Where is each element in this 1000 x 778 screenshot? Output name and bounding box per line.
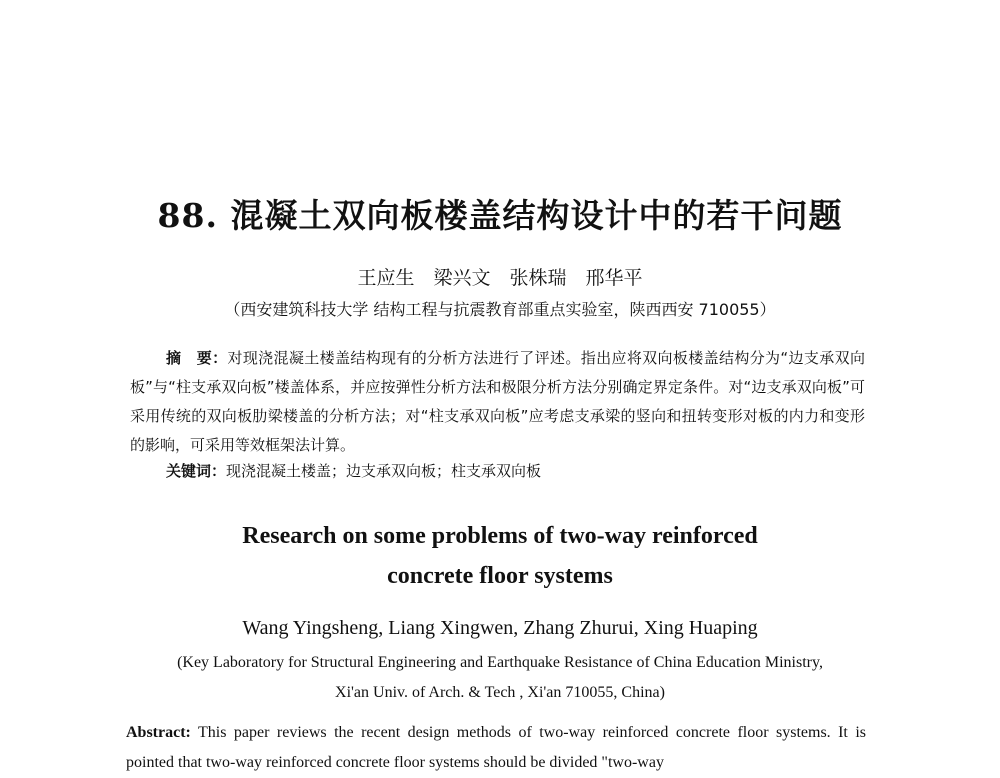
chinese-affiliation: （西安建筑科技大学 结构工程与抗震教育部重点实验室，陕西西安 710055） (224, 300, 776, 319)
chinese-title: 88. 混凝土双向板楼盖结构设计中的若干问题 (157, 196, 843, 235)
english-affiliation-line-2: Xi'an Univ. of Arch. & Tech , Xi'an 710055, China) (335, 684, 665, 701)
english-title-line-1: Research on some problems of two-way reinforced (242, 523, 758, 549)
english-abstract (126, 718, 866, 778)
chinese-abstract-text: 对现浇混凝土楼盖结构现有的分析方法进行了评述。指出应将双向板楼盖结构分为“边支承双向板”与“柱支承双向板”楼盖体系，并应按弹性分析方法和极限分析方法分别确定界定条件。对“边支承双向板”可采用传统的双向板肋梁楼盖的分析方法；对“柱支承双向板”应考虑支承梁的竖向和扭转变形对板的内力和变形的影响，可采用等效框架法计算。 (130, 349, 865, 454)
chinese-abstract-label: 摘 要： (166, 349, 228, 367)
english-title (0, 516, 1000, 596)
chinese-authors: 王应生 梁兴文 张株瑞 邢华平 (357, 267, 643, 289)
chinese-keywords-label: 关键词： (166, 462, 227, 480)
chinese-keywords (166, 460, 541, 481)
english-title-line-2: concrete floor systems (387, 563, 613, 589)
english-affiliation (0, 648, 1000, 708)
english-abstract-text: This paper reviews the recent design methods of two-way reinforced concrete floor systems. It is pointed that two-way reinforced concrete floor systems should be divided "two-way (126, 724, 866, 771)
english-affiliation-line-1: (Key Laboratory for Structural Engineering and Earthquake Resistance of China Education Ministry, (177, 654, 823, 671)
english-abstract-label: Abstract: (126, 724, 191, 741)
chinese-abstract (130, 344, 865, 460)
english-authors: Wang Yingsheng, Liang Xingwen, Zhang Zhurui, Xing Huaping (242, 617, 758, 639)
chinese-keywords-text: 现浇混凝土楼盖；边支承双向板；柱支承双向板 (226, 462, 542, 480)
